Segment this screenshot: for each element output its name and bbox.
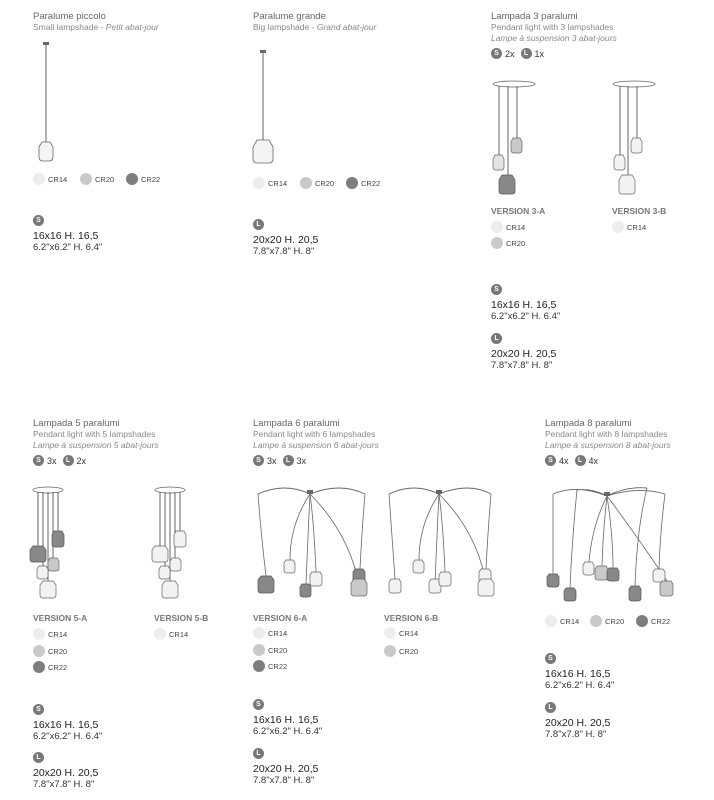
swatch-cr14[interactable]: CR14 <box>253 627 287 639</box>
dimension-imperial: 6.2"x6.2" H. 6.4" <box>491 311 561 322</box>
color-dot-cr14 <box>33 628 45 640</box>
dimension-metric: 16x16 H. 16,5 <box>253 714 319 726</box>
color-dot-cr14 <box>253 177 265 189</box>
color-dot-cr14 <box>33 173 45 185</box>
size-l-badge: L <box>33 752 44 763</box>
size-block-s <box>33 209 102 254</box>
dimension-metric: 16x16 H. 16,5 <box>33 719 99 731</box>
lamp-3a-illustration <box>490 80 540 200</box>
swatch-cr20[interactable]: CR20 <box>491 237 525 249</box>
swatch-cr14[interactable]: CR14 <box>612 221 646 233</box>
dimension-imperial: 6.2"x6.2" H. 6.4" <box>545 680 615 691</box>
swatch-cr22[interactable]: CR22 <box>126 173 160 185</box>
color-dot-cr22 <box>253 660 265 672</box>
swatch-cr22[interactable]: CR22 <box>346 177 380 189</box>
color-dot-cr20 <box>33 645 45 657</box>
color-dot-cr14 <box>612 221 624 233</box>
version-6a-label: VERSION 6-A <box>253 613 308 623</box>
product-title: Paralume grande <box>253 11 326 22</box>
color-dot-cr22 <box>636 615 648 627</box>
dimension-metric: 20x20 H. 20,5 <box>253 234 319 246</box>
product-subtitle-fr: Lampe à suspension 8 abat-jours <box>545 440 671 450</box>
product-8-lampshades <box>545 418 671 466</box>
color-dot-cr22 <box>346 177 358 189</box>
shade-count: S 3x L 2x <box>33 455 159 466</box>
size-block-s <box>545 647 614 692</box>
size-l-badge: L <box>63 455 74 466</box>
shade-count: S 2x L 1x <box>491 48 617 59</box>
version-3a-label: VERSION 3-A <box>491 206 546 216</box>
size-l-badge: L <box>575 455 586 466</box>
swatch-cr14[interactable]: CR14 <box>154 628 188 640</box>
size-block-s <box>253 693 322 738</box>
lamp-3b-illustration <box>610 80 660 200</box>
product-5-lampshades <box>33 418 159 466</box>
product-grande <box>253 11 376 33</box>
dimension-imperial: 7.8"x7.8" H. 8" <box>33 779 95 790</box>
size-s-badge: S <box>253 455 264 466</box>
product-subtitle-en: Pendant light with 6 lampshades <box>253 429 376 439</box>
product-subtitle-en: Pendant light with 3 lampshades <box>491 22 614 32</box>
version-3b-label: VERSION 3-B <box>612 206 667 216</box>
dimension-metric: 20x20 H. 20,5 <box>253 763 319 775</box>
product-subtitle-fr: Lampe à suspension 5 abat-jours <box>33 440 159 450</box>
lamp-8-illustration <box>545 484 685 604</box>
color-dot-cr22 <box>126 173 138 185</box>
dimension-imperial: 7.8"x7.8" H. 8" <box>491 360 553 371</box>
color-dot-cr14 <box>154 628 166 640</box>
swatch-cr14[interactable]: CR14 <box>253 177 287 189</box>
subtitle-en: Small lampshade - <box>33 22 106 32</box>
swatch-cr14[interactable]: CR14 <box>33 173 67 185</box>
size-s-badge: S <box>491 48 502 59</box>
version-5b-label: VERSION 5-B <box>154 613 209 623</box>
product-subtitle <box>33 22 159 33</box>
size-l-badge: L <box>253 748 264 759</box>
shade-count: S 3x L 3x <box>253 455 379 466</box>
lamp-grande-illustration <box>250 50 290 170</box>
version-5a-label: VERSION 5-A <box>33 613 88 623</box>
size-block-l <box>253 213 318 258</box>
color-dot-cr14 <box>384 627 396 639</box>
dimension-metric: 16x16 H. 16,5 <box>545 668 611 680</box>
size-s-badge: S <box>545 455 556 466</box>
dimension-metric: 16x16 H. 16,5 <box>33 230 99 242</box>
swatch-cr14[interactable]: CR14 <box>33 628 67 640</box>
product-6-lampshades <box>253 418 379 466</box>
color-dot-cr14 <box>491 221 503 233</box>
product-subtitle-en: Pendant light with 5 lampshades <box>33 429 156 439</box>
subtitle-en: Big lampshade - <box>253 22 317 32</box>
size-s-badge: S <box>253 699 264 710</box>
swatch-cr20[interactable]: CR20 <box>300 177 334 189</box>
lamp-5b-illustration <box>152 486 192 601</box>
dimension-metric: 16x16 H. 16,5 <box>491 299 557 311</box>
color-dot-cr20 <box>491 237 503 249</box>
dimension-metric: 20x20 H. 20,5 <box>491 348 557 360</box>
size-l-badge: L <box>545 702 556 713</box>
swatch-cr20[interactable]: CR20 <box>253 644 287 656</box>
size-block-l <box>491 327 556 372</box>
swatch-cr20[interactable]: CR20 <box>33 645 67 657</box>
color-dot-cr14 <box>545 615 557 627</box>
color-dot-cr22 <box>33 661 45 673</box>
size-block-s <box>33 698 102 743</box>
swatch-cr22[interactable]: CR22 <box>636 615 670 627</box>
size-block-l <box>33 746 98 791</box>
subtitle-fr: Grand abat-jour <box>316 22 377 32</box>
swatch-cr20[interactable]: CR20 <box>590 615 624 627</box>
swatch-cr14[interactable]: CR14 <box>384 627 418 639</box>
product-subtitle-en: Pendant light with 8 lampshades <box>545 429 668 439</box>
size-s-badge: S <box>545 653 556 664</box>
dimension-imperial: 7.8"x7.8" H. 8" <box>545 729 607 740</box>
subtitle-fr: Petit abat-jour <box>105 22 159 32</box>
size-block-l <box>253 742 318 787</box>
dimension-metric: 20x20 H. 20,5 <box>545 717 611 729</box>
size-block-s <box>491 278 560 323</box>
product-piccolo <box>33 11 159 33</box>
version-6b-label: VERSION 6-B <box>384 613 439 623</box>
product-3-lampshades <box>491 11 617 59</box>
product-title: Paralume piccolo <box>33 11 106 22</box>
lamp-piccolo-illustration <box>30 42 70 162</box>
swatch-cr14[interactable]: CR14 <box>545 615 579 627</box>
product-subtitle-fr: Lampe à suspension 6 abat-jours <box>253 440 379 450</box>
size-s-badge: S <box>33 455 44 466</box>
dimension-imperial: 7.8"x7.8" H. 8" <box>253 775 315 786</box>
dimension-imperial: 6.2"x6.2" H. 6.4" <box>33 242 103 253</box>
product-title: Lampada 8 paralumi <box>545 418 632 429</box>
swatch-cr22[interactable]: CR22 <box>253 660 287 672</box>
size-l-badge: L <box>491 333 502 344</box>
color-dot-cr20 <box>384 645 396 657</box>
dimension-imperial: 6.2"x6.2" H. 6.4" <box>253 726 323 737</box>
color-dot-cr14 <box>253 627 265 639</box>
swatch-cr22[interactable]: CR22 <box>33 661 67 673</box>
size-s-badge: S <box>33 215 44 226</box>
size-s-badge: S <box>33 704 44 715</box>
dimension-imperial: 7.8"x7.8" H. 8" <box>253 246 315 257</box>
size-block-l <box>545 696 610 741</box>
size-s-badge: S <box>491 284 502 295</box>
swatch-cr14[interactable]: CR14 <box>491 221 525 233</box>
product-title: Lampada 3 paralumi <box>491 11 578 22</box>
color-dot-cr20 <box>300 177 312 189</box>
size-l-badge: L <box>253 219 264 230</box>
swatch-cr20[interactable]: CR20 <box>80 173 114 185</box>
product-subtitle <box>253 22 376 33</box>
product-subtitle-fr: Lampe à suspension 3 abat-jours <box>491 33 617 43</box>
lamp-6b-illustration <box>385 484 510 604</box>
size-l-badge: L <box>283 455 294 466</box>
color-dot-cr20 <box>590 615 602 627</box>
dimension-imperial: 6.2"x6.2" H. 6.4" <box>33 731 103 742</box>
dimension-metric: 20x20 H. 20,5 <box>33 767 99 779</box>
lamp-5a-illustration <box>30 486 70 601</box>
color-dot-cr20 <box>253 644 265 656</box>
swatch-cr20[interactable]: CR20 <box>384 645 418 657</box>
size-l-badge: L <box>521 48 532 59</box>
product-title: Lampada 6 paralumi <box>253 418 340 429</box>
lamp-6a-illustration <box>252 484 377 604</box>
color-dot-cr20 <box>80 173 92 185</box>
product-title: Lampada 5 paralumi <box>33 418 120 429</box>
shade-count: S 4x L 4x <box>545 455 671 466</box>
